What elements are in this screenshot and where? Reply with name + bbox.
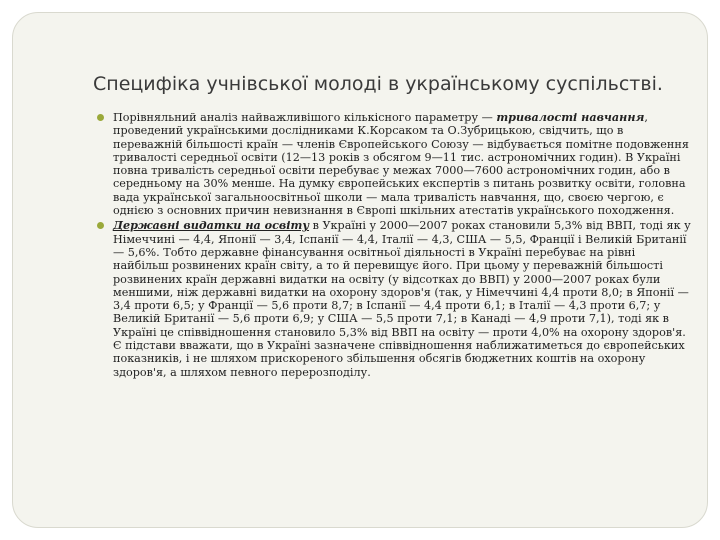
bullet-text-post: , проведений українськими дослідниками К.Корсаком та О.Зубрицькою, свідчить, що в переважній більшості країн — членів Європейського Союзу — відбувається помітне подовження тривалості середньої освіти (12—13 років з обсягом 9—11 тис. астрономічних годин). В Україні повна тривалість середньої освіти перебуває у межах 7000—7600 астрономічних годин, або в середньому на 30% менше. На думку європейських експертів з питань розвитку освіти, головна вада української загальноосвітньої школи — мала тривалість навчання, що, своєю чергою, є однією з основних причин невизнання в Європі шкільних атестатів українського походження. xyxy=(113,111,689,218)
bullet-text-post: в Україні у 2000—2007 роках становили 5,3% від ВВП, тоді як у Німеччині — 4,4, Японії — 3,4, Іспанії — 4,4, Італії — 4,3, США — 5,5, Франції і Великій Британії — 5,6%. Тобто державне фінансування освітньої діяльності в Україні перебуває на рівні найбільш розвинених країн світу, а то й перевищує його. При цьому у переважній більшості розвинених країн державні видатки на освіту (у відсотках до ВВП) у 2000—2007 роках були меншими, ніж державні видатки на охорону здоров'я (так, у Німеччині 4,4 проти 8,0; в Японії — 3,4 проти 6,5; у Франції — 5,6 проти 8,7; в Іспанії — 4,4 проти 6,1; в Італії — 4,3 проти 6,7; у Великій Британії — 5,6 проти 6,9; у США — 5,5 проти 7,1; в Канаді — 4,9 проти 7,1), тоді як в Україні це співвідношення становило 5,3% від ВВП на освіту — проти 4,0% на охорону здоров'я. Є підстави вважати, що в Україні зазначене співвідношення наближатиметься до європейських показників, і не шляхом прискореного збільшення обсягів бюджетних коштів на охорону здоров'я, а шляхом певного перерозподілу. xyxy=(113,219,691,379)
bullet-dot-icon xyxy=(97,222,104,229)
bullet-item-spending xyxy=(97,219,693,379)
bullet-text-pre: Порівняльний аналіз найважливішого кількісного параметру — xyxy=(113,111,497,124)
bullet-dot-icon xyxy=(97,114,104,121)
bullet-item-duration xyxy=(97,111,693,217)
bullet-list xyxy=(97,111,693,381)
slide xyxy=(12,12,708,528)
slide-title: Специфіка учнівської молоді в українському суспільстві. xyxy=(93,73,663,95)
bullet-emphasis: Державні видатки на освіту xyxy=(113,218,310,233)
bullet-emphasis: тривалості навчання xyxy=(496,110,645,124)
